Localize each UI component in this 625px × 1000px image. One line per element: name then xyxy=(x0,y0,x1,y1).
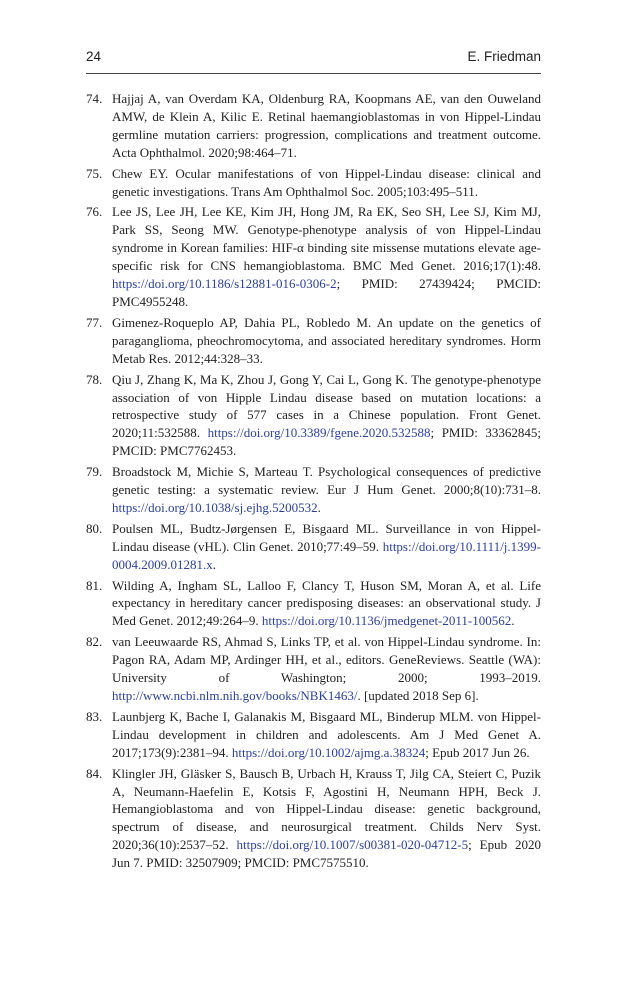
reference-item xyxy=(86,708,541,762)
citation-text: . xyxy=(317,499,321,515)
citation-text: Qiu J, Zhang K, Ma K, Zhou J, Gong Y, Cai L, Gong K. The genotype-phenotype association of von Hipple Lindau disease based on mutation locations: a retrospective study of 577 cases in a Chinese population. Front Genet. 2020;11:532588. xyxy=(112,371,541,441)
reference-item xyxy=(86,577,541,631)
reference-number: 82. xyxy=(86,634,103,650)
reference-list xyxy=(86,90,541,875)
reference-text xyxy=(112,464,541,515)
reference-item xyxy=(86,520,541,574)
reference-number: 81. xyxy=(86,577,103,593)
citation-text: . xyxy=(511,613,515,629)
header-rule xyxy=(86,73,541,74)
citation-text: Klingler JH, Gläsker S, Bausch B, Urbach H, Krauss T, Jilg CA, Steiert C, Puzik A, Neumann-Haefelin E, Kotsis F, Agostini H, Neumann HPH, Beck J. Hemangioblastoma and von Hippel-Lindau disease: genetic background, spectrum of disease, and neurosurgical treatment. Childs Nerv Syst. 2020;36(10):2537–52. xyxy=(112,765,541,853)
reference-text xyxy=(112,91,541,160)
reference-number: 79. xyxy=(86,464,103,480)
reference-item xyxy=(86,765,541,872)
reference-text xyxy=(112,166,541,199)
reference-item xyxy=(86,463,541,517)
reference-item xyxy=(86,633,541,705)
citation-text: Lee JS, Lee JH, Lee KE, Kim JH, Hong JM, Ra EK, Seo SH, Lee SJ, Kim MJ, Park SS, Seong MW. Genotype-phenotype analysis of von Hippel-Lindau syndrome in Korean families: HIF-α binding site missense mutations elevate age-specific risk for CNS hemangioblastoma. BMC Med Genet. 2016;17(1):48. xyxy=(112,204,541,274)
citation-text: ; PMID: 27439424; PMCID: PMC4955248. xyxy=(112,276,541,309)
reference-text xyxy=(112,521,541,572)
doi-link[interactable]: https://doi.org/10.1007/s00381-020-04712-5 xyxy=(236,837,469,853)
reference-number: 75. xyxy=(86,165,103,181)
citation-text: ; Epub 2020 Jun 7. PMID: 32507909; PMCID: PMC7575510. xyxy=(112,837,541,871)
running-head: E. Friedman xyxy=(467,49,541,64)
reference-item xyxy=(86,90,541,162)
doi-link[interactable]: https://doi.org/10.1038/sj.ejhg.5200532 xyxy=(112,499,318,515)
doi-link[interactable]: https://doi.org/10.1002/ajmg.a.38324 xyxy=(231,744,426,760)
doi-link[interactable]: https://doi.org/10.1186/s12881-016-0306-2 xyxy=(112,276,337,292)
reference-item xyxy=(86,165,541,201)
reference-number: 80. xyxy=(86,520,103,536)
doi-link[interactable]: http://www.ncbi.nlm.nih.gov/books/NBK1463/ xyxy=(112,688,358,703)
reference-number: 84. xyxy=(86,765,103,781)
doi-link[interactable]: https://doi.org/10.3389/fgene.2020.532588 xyxy=(207,425,431,441)
citation-text: Chew EY. Ocular manifestations of von Hippel-Lindau disease: clinical and genetic investigations. Trans Am Ophthalmol Soc. 2005;103:495–511. xyxy=(112,165,541,199)
citation-text: ; PMID: 33362845; PMCID: PMC7762453. xyxy=(112,425,541,459)
citation-text: . xyxy=(212,556,216,572)
reference-text xyxy=(112,204,541,309)
page-header xyxy=(86,49,541,73)
citation-text: Launbjerg K, Bache I, Galanakis M, Bisgaard ML, Binderup MLM. von Hippel-Lindau development in children and adolescents. Am J Med Genet A. 2017;173(9):2381–94. xyxy=(112,708,541,760)
citation-text: Wilding A, Ingham SL, Lalloo F, Clancy T, Huson SM, Moran A, et al. Life expectancy in hereditary cancer predisposing diseases: an observational study. J Med Genet. 2012;49:264–9. xyxy=(112,577,541,629)
reference-item xyxy=(86,203,541,310)
reference-text xyxy=(112,578,541,629)
citation-text: Gimenez-Roqueplo AP, Dahia PL, Robledo M. An update on the genetics of paraganglioma, pheochromocytoma, and associated hereditary syndromes. Horm Metab Res. 2012;44:328–33. xyxy=(112,314,541,366)
page-number: 24 xyxy=(86,49,102,64)
doi-link[interactable]: https://doi.org/10.1111/j.1399-0004.2009.01281.x xyxy=(112,538,541,572)
doi-link[interactable]: https://doi.org/10.1136/jmedgenet-2011-100562 xyxy=(261,613,512,629)
citation-text: . [updated 2018 Sep 6]. xyxy=(357,688,479,703)
reference-number: 78. xyxy=(86,371,103,387)
reference-number: 83. xyxy=(86,708,103,724)
citation-text: ; Epub 2017 Jun 26. xyxy=(425,744,530,760)
reference-number: 76. xyxy=(86,204,103,220)
reference-text xyxy=(112,709,541,760)
reference-text xyxy=(112,634,541,703)
reference-text xyxy=(112,372,541,459)
reference-number: 74. xyxy=(86,91,103,106)
citation-text: Hajjaj A, van Overdam KA, Oldenburg RA, Koopmans AE, van den Ouweland AMW, de Klein A, Kilic E. Retinal haemangioblastomas in von Hippel-Lindau germline mutation carriers: progression, complications and treatment outcome. Acta Ophthalmol. 2020;98:464–71. xyxy=(112,91,541,160)
reference-item xyxy=(86,371,541,461)
reference-number: 77. xyxy=(86,314,103,330)
reference-text xyxy=(112,766,541,871)
citation-text: van Leeuwaarde RS, Ahmad S, Links TP, et al. von Hippel-Lindau syndrome. In: Pagon RA, Adam MP, Ardinger HH, et al., editors. GeneReviews. Seattle (WA): University of Washington; 2000; 1993–2019. xyxy=(112,634,541,686)
reference-item xyxy=(86,314,541,368)
citation-text: Broadstock M, Michie S, Marteau T. Psychological consequences of predictive genetic testing: a systematic review. Eur J Hum Genet. 2000;8(10):731–8. xyxy=(112,464,541,498)
reference-text xyxy=(112,315,541,366)
citation-text: Poulsen ML, Budtz-Jørgensen E, Bisgaard ML. Surveillance in von Hippel-Lindau disease (vHL). Clin Genet. 2010;77:49–59. xyxy=(112,520,541,554)
